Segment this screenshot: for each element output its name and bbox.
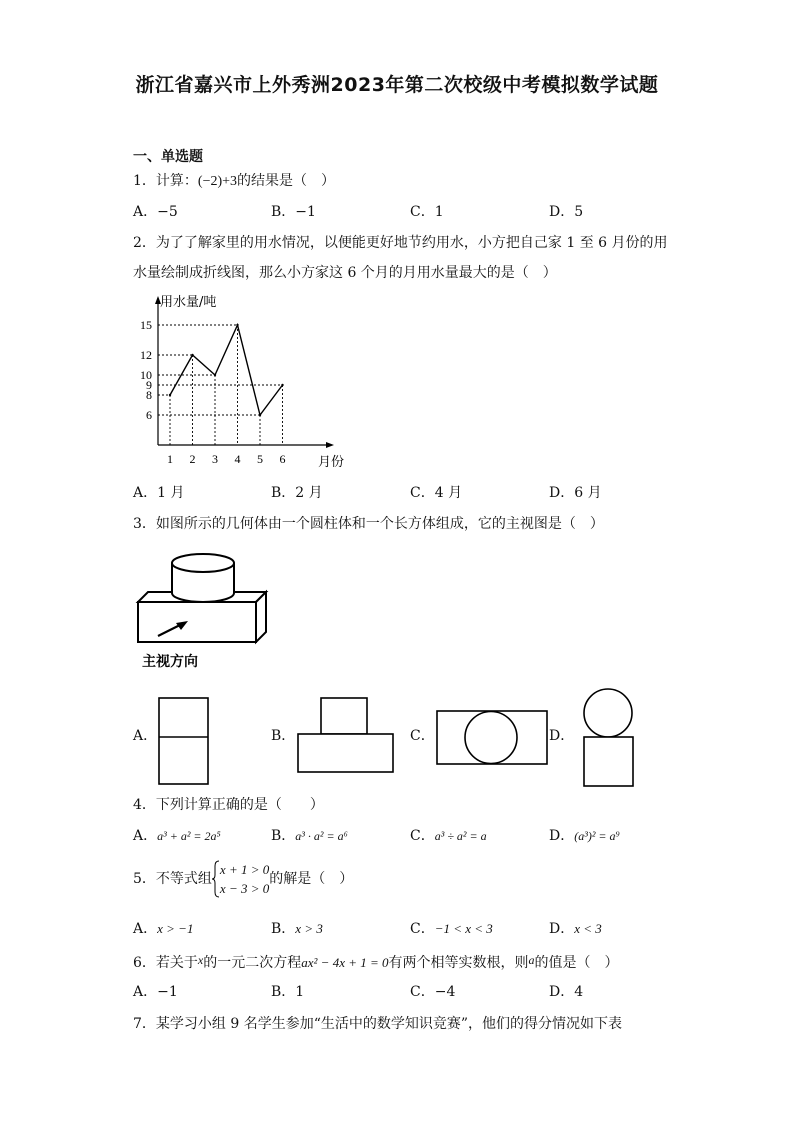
figure-caption: 主视方向 bbox=[142, 654, 198, 670]
q4-option-a[interactable] bbox=[133, 829, 221, 843]
q1-text-a: 计算： bbox=[155, 173, 198, 189]
q6-equation: ax² − 4x + 1 = 0 bbox=[301, 955, 389, 970]
q5-option-c-expr: −1 < x < 3 bbox=[434, 921, 493, 936]
q1-text-b: 的结果是（ ） bbox=[237, 173, 336, 189]
q5-option-b[interactable] bbox=[271, 922, 323, 936]
q3-option-b-label[interactable]: B． bbox=[271, 728, 296, 744]
data-point bbox=[281, 384, 283, 386]
y-tick-label: 6 bbox=[146, 408, 152, 422]
q6-text-a: 6．若关于 bbox=[133, 955, 198, 971]
q3-option-b-figure[interactable] bbox=[296, 697, 396, 775]
q4-option-b[interactable] bbox=[271, 829, 348, 843]
cylinder-solid bbox=[172, 554, 234, 602]
x-tick-label: 1 bbox=[167, 452, 173, 466]
q1-option-d[interactable]: D．5 bbox=[549, 204, 584, 220]
q1-expression: (−2)+3 bbox=[197, 174, 238, 189]
q6-var-x: x bbox=[197, 953, 204, 967]
data-point bbox=[169, 394, 171, 396]
q5-option-c-label: C． bbox=[410, 921, 435, 937]
brace-glyph bbox=[212, 860, 220, 898]
data-point bbox=[191, 354, 193, 356]
q6-text-d: 的值是（ ） bbox=[534, 955, 619, 971]
q4-option-b-label: B． bbox=[271, 828, 296, 844]
q3-option-d-figure[interactable] bbox=[582, 688, 636, 788]
q1-option-b[interactable]: B．−1 bbox=[271, 204, 316, 220]
q6-var-a: a bbox=[528, 953, 535, 967]
question-2-line1: 2．为了了解家里的用水情况，以便能更好地节约用水，小方把自己家 1 至 6 月份的用 bbox=[133, 235, 668, 251]
q5-option-a-label: A． bbox=[133, 921, 158, 937]
question-5 bbox=[133, 860, 353, 900]
q4-option-c[interactable] bbox=[410, 829, 487, 843]
q4-option-a-label: A． bbox=[133, 828, 158, 844]
water-usage-line-chart bbox=[125, 290, 365, 475]
q5-option-a-expr: x > −1 bbox=[157, 921, 194, 936]
q3-option-d-label[interactable]: D． bbox=[549, 728, 575, 744]
q6-option-b[interactable]: B．1 bbox=[271, 984, 305, 1000]
question-7: 7．某学习小组 9 名学生参加“生活中的数学知识竞赛”，他们的得分情况如下表 bbox=[133, 1016, 623, 1032]
inequality-1: x + 1 > 0 bbox=[219, 862, 270, 877]
x-tick-label: 6 bbox=[279, 452, 286, 466]
y-tick-label: 15 bbox=[140, 318, 152, 332]
q2-option-b[interactable]: B．2 月 bbox=[271, 485, 323, 501]
page-title: 浙江省嘉兴市上外秀洲2023年第二次校级中考模拟数学试题 bbox=[135, 74, 659, 96]
q3-option-a-label[interactable]: A． bbox=[133, 728, 158, 744]
q3-option-c-label[interactable]: C． bbox=[410, 728, 435, 744]
q2-option-a[interactable]: A．1 月 bbox=[133, 485, 185, 501]
question-6 bbox=[133, 953, 619, 970]
data-point bbox=[259, 414, 261, 416]
y-tick-label: 12 bbox=[140, 348, 152, 362]
question-1 bbox=[133, 174, 335, 189]
y-axis-label: 用水量/吨 bbox=[160, 295, 217, 310]
q2-option-c[interactable]: C．4 月 bbox=[410, 485, 463, 501]
x-axis-label: 月份 bbox=[318, 455, 345, 470]
q4-option-d-label: D． bbox=[549, 828, 575, 844]
q5-text-b: 的解是（ ） bbox=[269, 871, 354, 887]
inequality-2: x − 3 > 0 bbox=[219, 881, 270, 896]
question-3: 3．如图所示的几何体由一个圆柱体和一个长方体组成，它的主视图是（ ） bbox=[133, 516, 604, 532]
q5-option-c[interactable] bbox=[410, 922, 493, 936]
q4-option-d-expr: (a³)² = a⁹ bbox=[574, 829, 620, 843]
q4-option-b-expr: a³ · a² = a⁶ bbox=[295, 829, 348, 843]
section-heading: 一、单选题 bbox=[133, 149, 203, 165]
data-point bbox=[236, 324, 238, 326]
data-point bbox=[214, 374, 216, 376]
question-2-line2: 水量绘制成折线图，那么小方家这 6 个月的月用水量最大的是（ ） bbox=[133, 265, 557, 281]
q6-option-d[interactable]: D．4 bbox=[549, 984, 584, 1000]
y-tick-label: 8 bbox=[146, 388, 152, 402]
x-axis-arrow bbox=[326, 442, 334, 448]
x-tick-label: 2 bbox=[189, 452, 196, 466]
x-tick-label: 4 bbox=[234, 452, 241, 466]
q4-option-c-label: C． bbox=[410, 828, 435, 844]
q6-text-b: 的一元二次方程 bbox=[203, 955, 302, 971]
q2-option-d[interactable]: D．6 月 bbox=[549, 485, 602, 501]
q4-option-a-expr: a³ + a² = 2a⁵ bbox=[157, 829, 221, 843]
q5-option-b-label: B． bbox=[271, 921, 296, 937]
q5-option-b-expr: x > 3 bbox=[295, 921, 323, 936]
q5-text-a: 5．不等式组 bbox=[133, 871, 212, 887]
q1-option-a[interactable]: A．−5 bbox=[133, 204, 178, 220]
q3-option-c-figure[interactable] bbox=[436, 710, 549, 766]
q6-text-c: 有两个相等实数根，则 bbox=[388, 955, 529, 971]
inequality-system bbox=[212, 860, 269, 898]
x-tick-label: 3 bbox=[212, 452, 218, 466]
series-line bbox=[170, 325, 283, 415]
q5-option-d-expr: x < 3 bbox=[574, 921, 602, 936]
q4-option-d[interactable] bbox=[549, 829, 620, 843]
q3-option-a-figure[interactable] bbox=[158, 697, 210, 787]
solid-figure bbox=[130, 548, 275, 673]
q6-option-a[interactable]: A．−1 bbox=[133, 984, 178, 1000]
x-tick-label: 5 bbox=[257, 452, 263, 466]
y-tick-label: 10 bbox=[140, 368, 152, 382]
q4-option-c-expr: a³ ÷ a² = a bbox=[434, 829, 487, 843]
question-4: 4．下列计算正确的是（ ） bbox=[133, 797, 324, 813]
y-tick-label: 9 bbox=[146, 378, 152, 392]
q5-option-a[interactable] bbox=[133, 922, 193, 936]
q1-number: 1． bbox=[133, 173, 156, 189]
q5-option-d[interactable] bbox=[549, 922, 602, 936]
q5-option-d-label: D． bbox=[549, 921, 575, 937]
q6-option-c[interactable]: C．−4 bbox=[410, 984, 456, 1000]
q1-option-c[interactable]: C．1 bbox=[410, 204, 444, 220]
